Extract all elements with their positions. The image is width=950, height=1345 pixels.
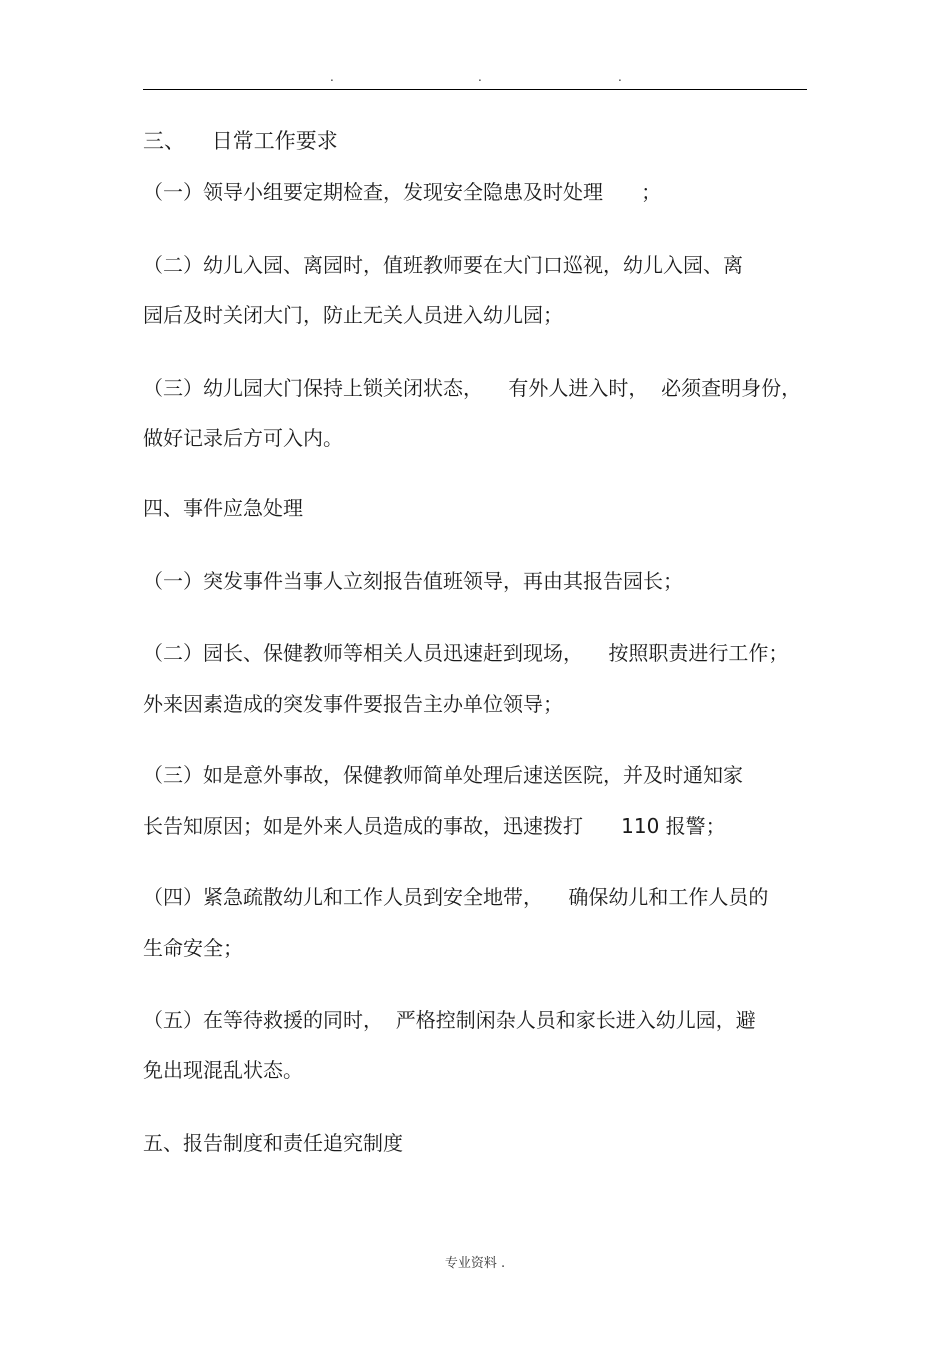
section3-heading: 三、 日常工作要求	[143, 129, 338, 153]
section3-item3-line2: 做好记录后方可入内。	[143, 426, 343, 450]
section4-item5-line2: 免出现混乱状态。	[143, 1058, 303, 1082]
section3-item3-line1: （三）幼儿园大门保持上锁关闭状态， 有外人进入时， 必须查明身份，	[143, 376, 802, 400]
section3-item2-line1: （二）幼儿入园、离园时，值班教师要在大门口巡视，幼儿入园、离	[143, 253, 743, 277]
section5-heading: 五、报告制度和责任追究制度	[143, 1131, 403, 1155]
page-footer: 专业资料 .	[444, 1256, 506, 1271]
header-rule	[143, 89, 807, 90]
header-dot: .	[618, 70, 622, 84]
header-dot: .	[330, 70, 334, 84]
header-dot: .	[478, 70, 482, 84]
section4-item4-line1: （四）紧急疏散幼儿和工作人员到安全地带， 确保幼儿和工作人员的	[143, 885, 769, 909]
section4-item3-line2: 长告知原因；如是外来人员造成的事故，迅速拨打 110 报警；	[143, 814, 726, 838]
header-dots	[0, 70, 950, 84]
section4-item4-line2: 生命安全；	[143, 936, 243, 960]
section4-item2-line2: 外来因素造成的突发事件要报告主办单位领导；	[143, 692, 563, 716]
section3-item1: （一）领导小组要定期检查，发现安全隐患及时处理 ；	[143, 180, 662, 204]
section4-item3-line1: （三）如是意外事故，保健教师简单处理后速送医院，并及时通知家	[143, 763, 743, 787]
section3-item2-line2: 园后及时关闭大门，防止无关人员进入幼儿园；	[143, 303, 563, 327]
section4-item5-line1: （五）在等待救援的同时， 严格控制闲杂人员和家长进入幼儿园，避	[143, 1008, 756, 1032]
section4-item1: （一）突发事件当事人立刻报告值班领导，再由其报告园长；	[143, 569, 683, 593]
section4-item2-line1: （二）园长、保健教师等相关人员迅速赶到现场， 按照职责进行工作；	[143, 641, 789, 665]
section4-heading: 四、事件应急处理	[143, 496, 303, 520]
